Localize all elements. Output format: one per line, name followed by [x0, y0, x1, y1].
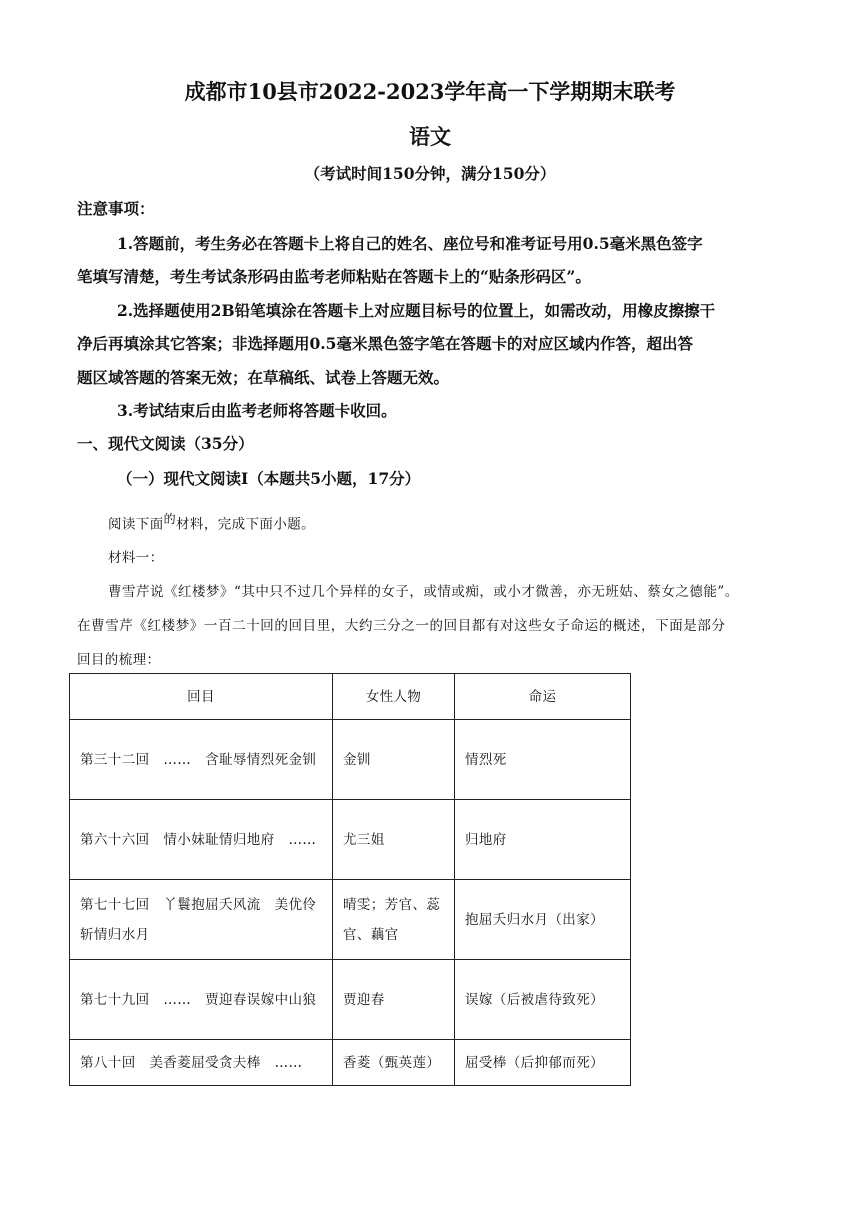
section-1-heading: 一、现代文阅读（35分）	[77, 434, 254, 453]
notice-item-2-line-1: 2.选择题使用2B铅笔填涂在答题卡上对应题目标号的位置上，如需改动，用橡皮擦擦干	[117, 301, 716, 320]
chapter-cell: 第六十六回 情小妹耻情归地府 ……	[70, 800, 333, 880]
table-row	[70, 720, 631, 800]
fate-table	[69, 673, 631, 1086]
material-line-2: 在曹雪芹《红楼梦》一百二十回的回目里，大约三分之一的回目都有对这些女子命运的概述，下面是部分	[77, 618, 726, 634]
column-header-fate: 命运	[455, 674, 631, 720]
instruction-superscript: 的	[163, 512, 177, 526]
table-row	[70, 880, 631, 960]
table-header-row	[70, 674, 631, 720]
material-line-1: 曹雪芹说《红楼梦》“其中只不过几个异样的女子，或情或痴，或小才微善，亦无班姑、蔡女之德能”。	[108, 584, 739, 600]
instruction-text-before: 阅读下面	[108, 516, 164, 533]
notice-item-2-line-3: 题区域答题的答案无效；在草稿纸、试卷上答题无效。	[77, 368, 450, 387]
instruction-text-after: 材料，完成下面小题。	[176, 516, 316, 533]
fate-cell: 屈受棒（后抑郁而死）	[455, 1040, 631, 1086]
character-cell: 香菱（甄英莲）	[333, 1040, 455, 1086]
notice-heading: 注意事项：	[77, 199, 155, 218]
fate-cell: 误嫁（后被虐待致死）	[455, 960, 631, 1040]
notice-item-1-line-2: 笔填写清楚，考生考试条形码由监考老师粘贴在答题卡上的“贴条形码区”。	[77, 267, 591, 286]
chapter-cell: 第三十二回 …… 含耻辱情烈死金钏	[70, 720, 333, 800]
material-line-3: 回目的梳理：	[77, 652, 161, 668]
table-row	[70, 1040, 631, 1086]
fate-cell: 归地府	[455, 800, 631, 880]
subject-title: 语文	[409, 124, 451, 149]
notice-item-2-line-2: 净后再填涂其它答案；非选择题用0.5毫米黑色签字笔在答题卡的对应区域内作答，超出答	[77, 334, 693, 353]
fate-cell: 情烈死	[455, 720, 631, 800]
notice-item-3: 3.考试结束后由监考老师将答题卡收回。	[117, 401, 397, 420]
section-1-subheading: （一）现代文阅读Ⅰ（本题共5小题，17分）	[117, 469, 421, 488]
exam-info: （考试时间150分钟，满分150分）	[304, 164, 556, 183]
material-label: 材料一：	[108, 550, 164, 566]
character-cell: 尤三姐	[333, 800, 455, 880]
character-cell: 金钏	[333, 720, 455, 800]
notice-item-1-line-1: 1.答题前，考生务必在答题卡上将自己的姓名、座位号和准考证号用0.5毫米黑色签字	[117, 234, 703, 253]
column-header-chapter: 回目	[70, 674, 333, 720]
page-title: 成都市10县市2022-2023学年高一下学期期末联考	[184, 79, 676, 104]
fate-cell: 抱屈夭归水月（出家）	[455, 880, 631, 960]
table-row	[70, 800, 631, 880]
chapter-cell: 第七十九回 …… 贾迎春误嫁中山狼	[70, 960, 333, 1040]
table-row	[70, 960, 631, 1040]
character-cell: 贾迎春	[333, 960, 455, 1040]
reading-instruction	[108, 510, 315, 533]
character-cell: 晴雯；芳官、蕊官、藕官	[333, 880, 455, 960]
column-header-character: 女性人物	[333, 674, 455, 720]
chapter-cell: 第七十七回 丫鬟抱屈夭风流 美优伶斩情归水月	[70, 880, 333, 960]
chapter-cell: 第八十回 美香菱屈受贪夫棒 ……	[70, 1040, 333, 1086]
